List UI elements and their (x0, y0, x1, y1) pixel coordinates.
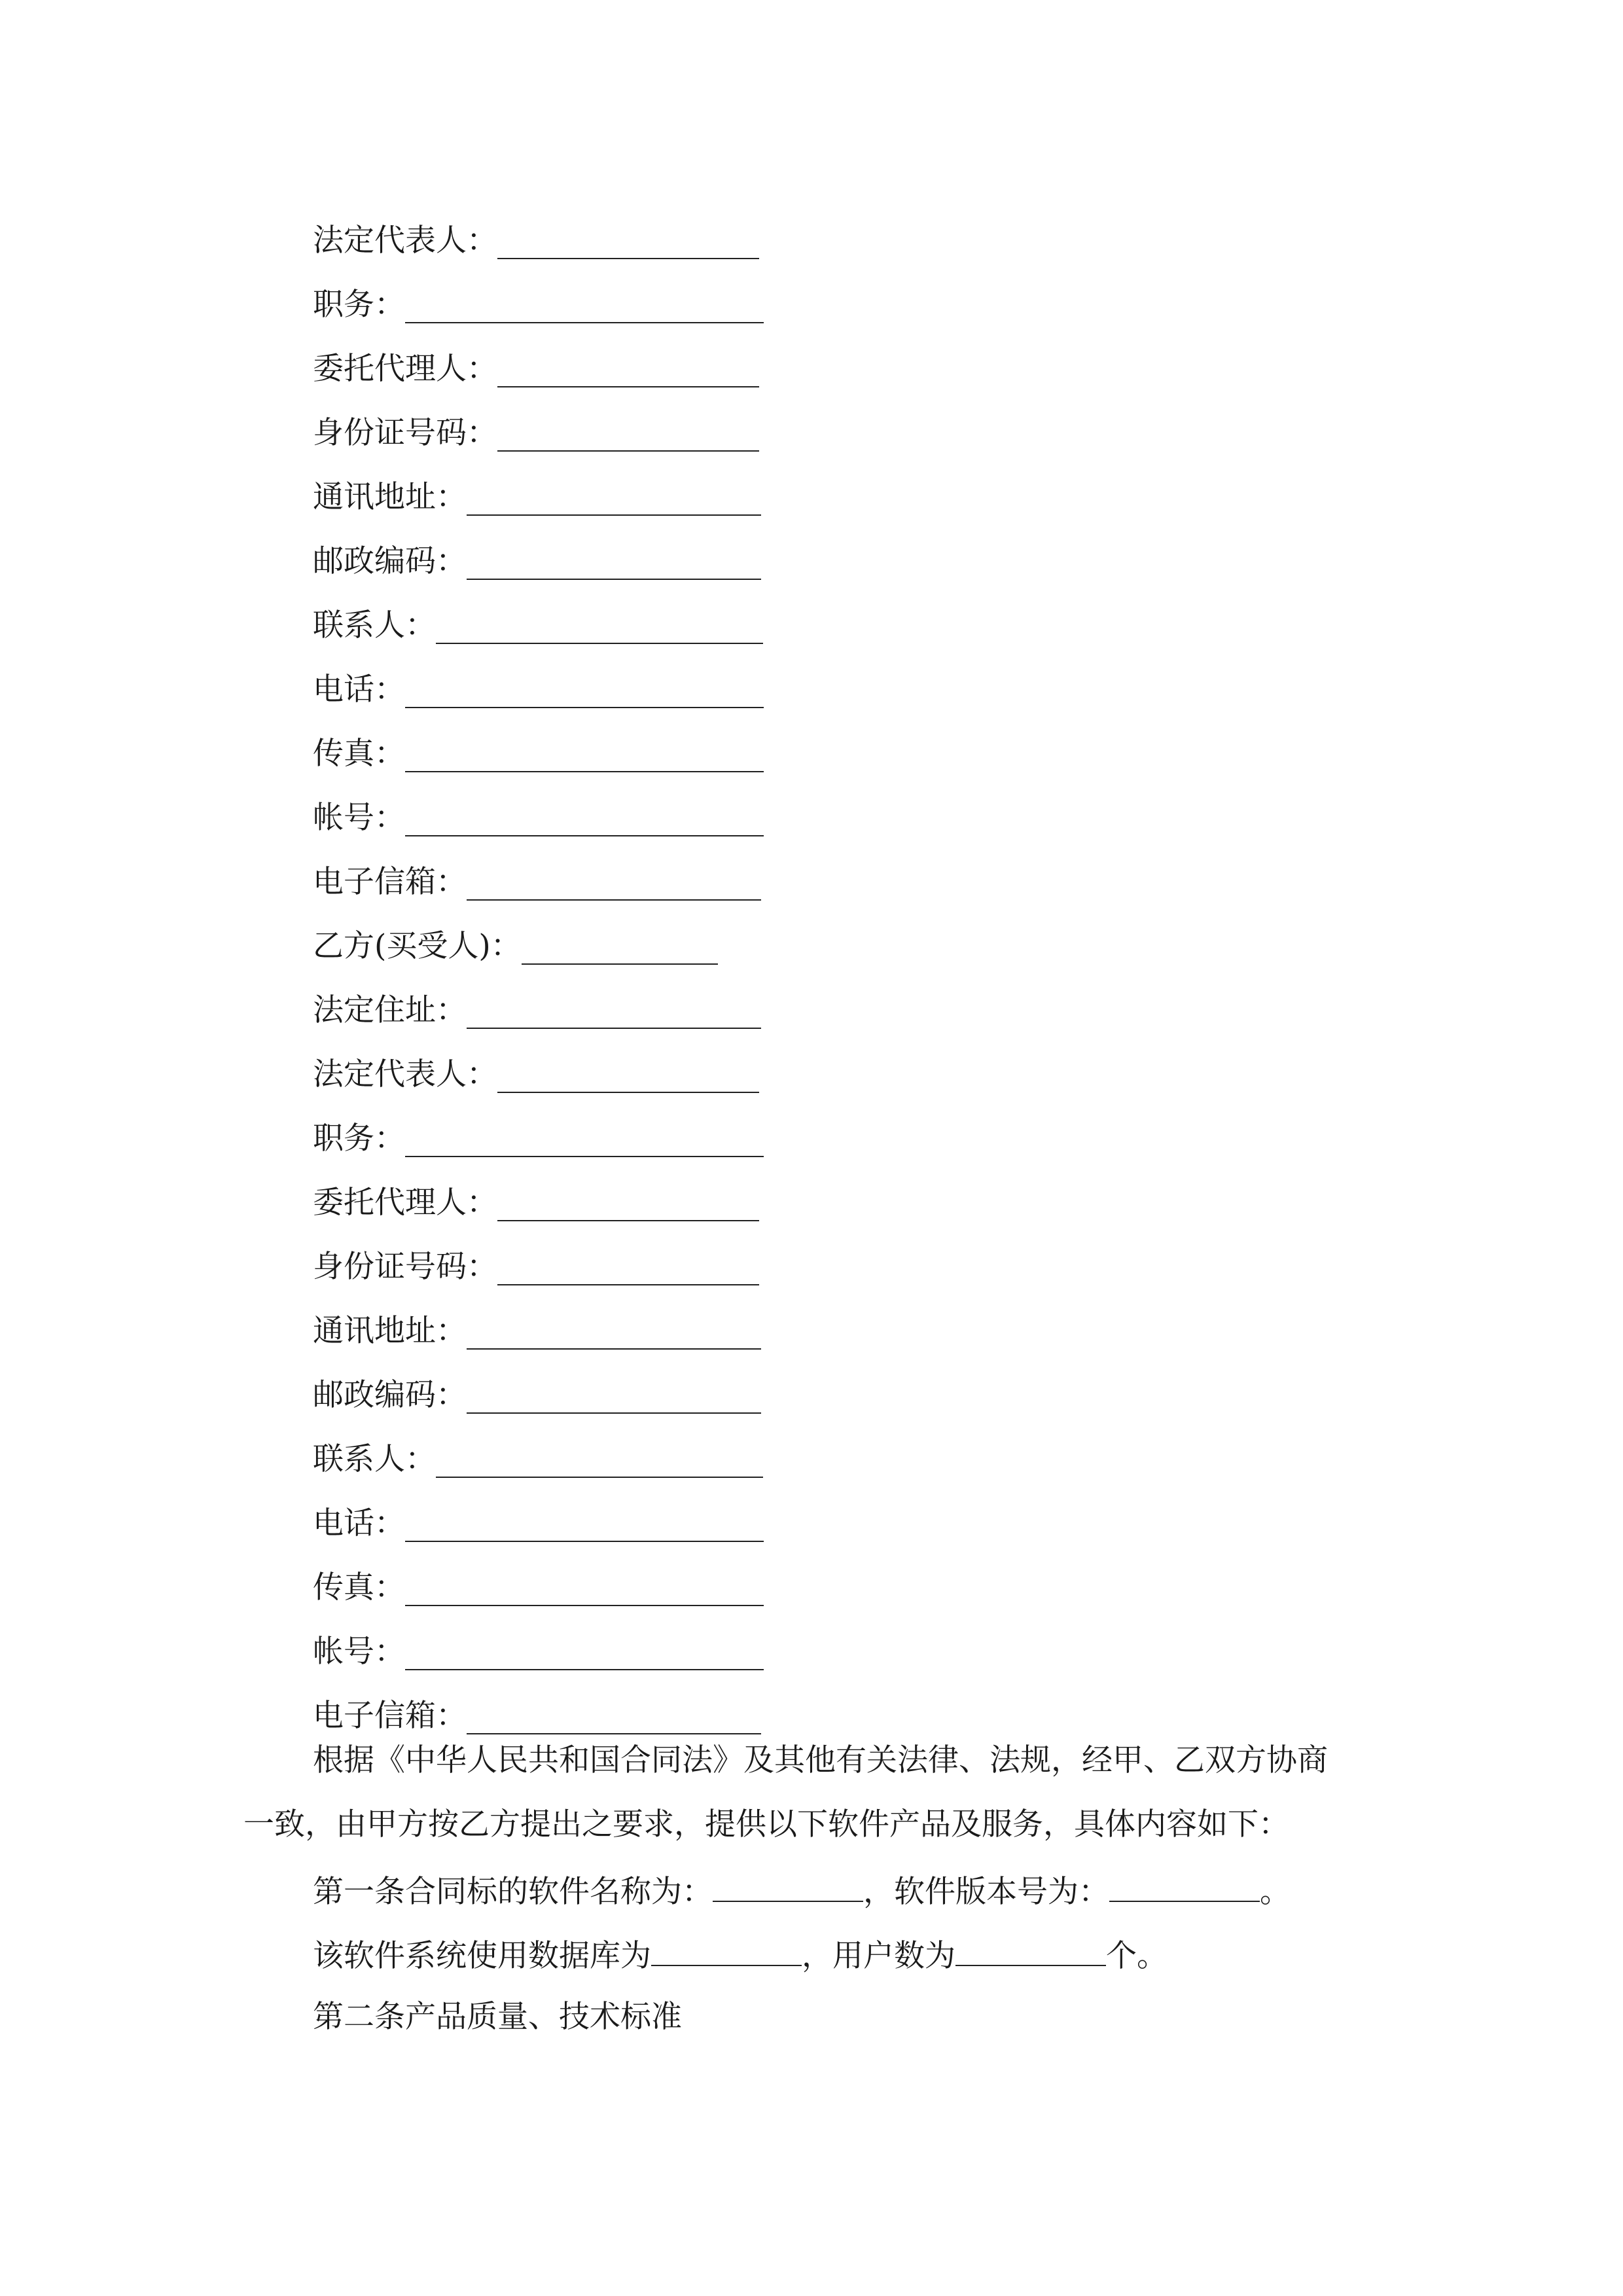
fill-blank[interactable] (405, 1509, 764, 1542)
field-label: 电话： (313, 1505, 405, 1541)
user-count-blank[interactable] (955, 1933, 1106, 1966)
fill-blank[interactable] (405, 1124, 764, 1157)
field-label: 职务： (313, 1121, 405, 1157)
field-label: 帐号： (313, 800, 405, 836)
fill-blank[interactable] (467, 547, 761, 580)
field-b-account (313, 1607, 764, 1672)
field-label: 传真： (313, 736, 405, 772)
field-label: 委托代理人： (313, 1185, 497, 1221)
fill-blank[interactable] (405, 1573, 764, 1606)
field-label: 联系人： (313, 1441, 436, 1477)
field-label: 电子信箱： (313, 1698, 467, 1734)
field-b-fax (313, 1543, 764, 1607)
field-label: 传真： (313, 1570, 405, 1605)
software-version-blank[interactable] (1109, 1869, 1260, 1902)
field-a-id-number (313, 389, 759, 453)
database-text-c: 个。 (1106, 1938, 1168, 1974)
field-label: 委托代理人： (313, 351, 497, 387)
field-label: 法定住址： (313, 992, 467, 1028)
article-1-text-a: 第一条合同标的软件名称为： (313, 1874, 713, 1910)
fill-blank[interactable] (405, 675, 764, 708)
field-a-postcode (313, 517, 761, 581)
party-b-title (313, 902, 718, 966)
field-label: 通讯地址： (313, 1313, 467, 1349)
fill-blank[interactable] (467, 1702, 761, 1734)
field-label: 邮政编码： (313, 1377, 467, 1413)
fill-blank[interactable] (497, 1253, 759, 1285)
field-label: 联系人： (313, 607, 436, 643)
fill-blank[interactable] (467, 483, 761, 516)
field-label: 电话： (313, 672, 405, 708)
software-name-blank[interactable] (713, 1869, 863, 1902)
article-1 (313, 1869, 1291, 1912)
fill-blank[interactable] (405, 1638, 764, 1670)
article-2-heading: 第二条产品质量、技术标准 (313, 1999, 682, 2035)
field-label: 邮政编码： (313, 543, 467, 579)
field-label: 法定代表人： (313, 1056, 497, 1092)
fill-blank[interactable] (467, 996, 761, 1029)
fill-blank[interactable] (522, 932, 718, 965)
field-a-address (313, 453, 761, 517)
field-a-agent (313, 325, 759, 389)
database-blank[interactable] (651, 1933, 802, 1966)
fill-blank[interactable] (436, 1445, 763, 1478)
fill-blank[interactable] (436, 611, 763, 644)
fill-blank[interactable] (497, 1060, 759, 1093)
field-label: 电子信箱： (313, 864, 467, 900)
field-label: 通讯地址： (313, 479, 467, 515)
field-label: 法定代表人： (313, 223, 497, 259)
field-b-contact (313, 1415, 763, 1479)
field-label: 身份证号码： (313, 1249, 497, 1285)
field-label: 乙方(买受人)： (313, 928, 522, 964)
field-b-phone (313, 1479, 764, 1543)
fill-blank[interactable] (405, 740, 764, 772)
field-b-id-number (313, 1223, 759, 1287)
field-a-legal-rep (313, 196, 759, 260)
field-b-address (313, 1287, 761, 1351)
fill-blank[interactable] (497, 1189, 759, 1221)
article-1-text-b: ，软件版本号为： (863, 1874, 1109, 1910)
field-b-position (313, 1094, 764, 1158)
field-b-email (313, 1672, 761, 1736)
database-line (313, 1933, 1168, 1976)
field-b-legal-address (313, 966, 761, 1030)
database-text-b: ，用户数为 (802, 1938, 955, 1974)
fill-blank[interactable] (467, 868, 761, 901)
intro-line-2: 一致，由甲方按乙方提出之要求，提供以下软件产品及服务，具体内容如下： (243, 1806, 1289, 1842)
article-1-text-c: 。 (1260, 1874, 1291, 1910)
intro-line-1: 根据《中华人民共和国合同法》及其他有关法律、法规，经甲、乙双方协商 (313, 1742, 1328, 1778)
fill-blank[interactable] (497, 419, 759, 452)
fill-blank[interactable] (405, 291, 764, 323)
field-b-postcode (313, 1351, 761, 1415)
field-label: 职务： (313, 287, 405, 323)
field-a-position (313, 260, 764, 325)
field-a-phone (313, 645, 764, 709)
field-a-fax (313, 709, 764, 774)
field-a-contact (313, 581, 763, 645)
field-b-agent (313, 1158, 759, 1223)
field-label: 帐号： (313, 1634, 405, 1670)
field-b-legal-rep (313, 1030, 759, 1094)
fill-blank[interactable] (467, 1381, 761, 1414)
field-a-account (313, 774, 764, 838)
database-text-a: 该软件系统使用数据库为 (313, 1938, 651, 1974)
fill-blank[interactable] (405, 804, 764, 836)
fill-blank[interactable] (497, 355, 759, 387)
field-a-email (313, 838, 761, 902)
fill-blank[interactable] (467, 1317, 761, 1350)
fill-blank[interactable] (497, 226, 759, 259)
field-label: 身份证号码： (313, 415, 497, 451)
